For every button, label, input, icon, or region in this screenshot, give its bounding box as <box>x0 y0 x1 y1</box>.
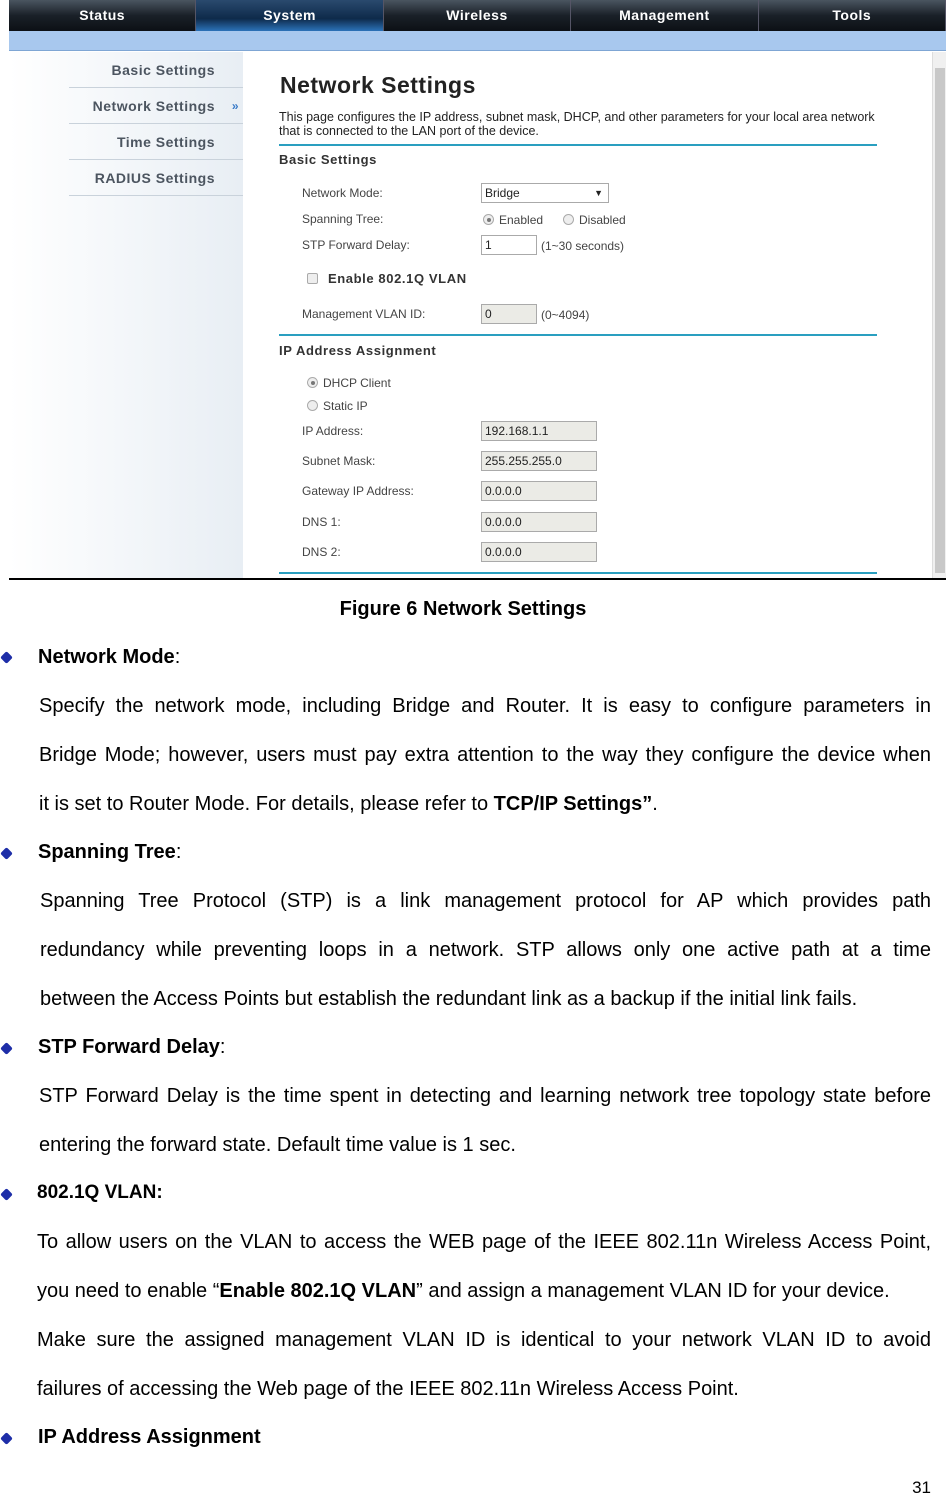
bullet-icon <box>0 651 13 664</box>
stp-forward-delay-input[interactable]: 1 <box>481 235 537 255</box>
colon: : <box>174 646 181 668</box>
radio-label: Enabled <box>499 213 544 227</box>
bullet-icon <box>0 1432 13 1445</box>
vlan-id-input[interactable]: 0 <box>481 304 537 324</box>
line: To allow users on the VLAN to access the WEB page of the IEEE 802.11n Wireless Access Point, <box>37 1231 931 1253</box>
text: it is set to Router Mode. For details, please refer to <box>39 793 494 815</box>
paragraph <box>39 792 658 816</box>
radio-label: Static IP <box>323 399 368 413</box>
sidebar <box>9 52 243 578</box>
spanning-tree-disabled-radio[interactable] <box>563 213 626 227</box>
dns1-input[interactable]: 0.0.0.0 <box>481 512 597 532</box>
paragraph: failures of accessing the Web page of the IEEE 802.11n Wireless Access Point. <box>37 1378 739 1400</box>
gateway-input[interactable]: 0.0.0.0 <box>481 481 597 501</box>
bullet-heading <box>38 1035 225 1059</box>
spanning-tree-label: Spanning Tree: <box>302 212 384 226</box>
sidebar-item-basic-settings[interactable] <box>69 52 243 88</box>
divider <box>279 144 877 146</box>
checkbox-label: Enable 802.1Q VLAN <box>328 271 467 286</box>
sidebar-label: Basic Settings <box>111 62 215 78</box>
bullet-heading <box>38 840 181 864</box>
ip-assignment-heading: IP Address Assignment <box>279 343 437 358</box>
paragraph: entering the forward state. Default time value is 1 sec. <box>39 1134 516 1156</box>
term: Spanning Tree <box>38 841 176 863</box>
stp-forward-delay-label: STP Forward Delay: <box>302 238 410 252</box>
nav-status[interactable]: Status <box>9 0 196 31</box>
term: STP Forward Delay <box>38 1036 220 1058</box>
dns1-label: DNS 1: <box>302 515 341 529</box>
colon: : <box>219 1036 226 1058</box>
ip-address-input[interactable]: 192.168.1.1 <box>481 421 597 441</box>
reference: TCP/IP Settings” <box>493 793 653 815</box>
bullet-icon <box>0 1188 13 1201</box>
paragraph <box>39 1084 931 1108</box>
nav-wireless[interactable]: Wireless <box>384 0 571 31</box>
figure-caption: Figure 6 Network Settings <box>339 598 587 620</box>
ip-address-label: IP Address: <box>302 424 364 438</box>
radio-selected-icon <box>307 377 318 388</box>
sidebar-label: Time Settings <box>116 134 215 150</box>
paragraph <box>39 743 931 767</box>
text: . <box>652 793 658 815</box>
bullet-heading: IP Address Assignment <box>38 1426 261 1448</box>
radio-icon <box>563 214 574 225</box>
bullet-icon <box>0 847 13 860</box>
paragraph <box>37 1279 890 1303</box>
term: Network Mode <box>38 646 175 668</box>
nav-management[interactable]: Management <box>571 0 758 31</box>
paragraph: between the Access Points but establish the redundant link as a backup if the initial link fails. <box>40 988 858 1010</box>
gateway-label: Gateway IP Address: <box>302 484 414 498</box>
bullet-heading <box>38 645 180 669</box>
nav-tools[interactable]: Tools <box>759 0 946 31</box>
text: you need to enable “ <box>37 1280 220 1302</box>
nav-system[interactable]: System <box>196 0 383 31</box>
scrollbar[interactable] <box>932 52 946 578</box>
basic-settings-heading: Basic Settings <box>279 152 377 167</box>
dns2-input[interactable]: 0.0.0.0 <box>481 542 597 562</box>
page-number: 31 <box>912 1478 931 1497</box>
sidebar-label: Network Settings <box>92 98 215 114</box>
line: Make sure the assigned management VLAN ID is identical to your network VLAN ID to avoid <box>37 1329 931 1351</box>
dhcp-client-radio[interactable] <box>307 376 391 390</box>
line: STP Forward Delay is the time spent in detecting and learning network tree topology state before <box>39 1085 931 1107</box>
sub-nav-strip <box>9 31 946 51</box>
radio-label: Disabled <box>579 213 626 227</box>
paragraph <box>40 938 931 962</box>
scrollbar-thumb[interactable] <box>935 68 945 573</box>
line: Specify the network mode, including Bridge and Router. It is easy to configure parameters in <box>39 695 931 717</box>
paragraph <box>39 694 931 718</box>
static-ip-radio[interactable] <box>307 399 368 413</box>
chevron-down-icon: ▼ <box>594 188 603 198</box>
radio-icon <box>307 400 318 411</box>
radio-label: DHCP Client <box>323 376 391 390</box>
sidebar-item-time-settings[interactable] <box>69 124 243 160</box>
subnet-mask-label: Subnet Mask: <box>302 454 376 468</box>
radio-selected-icon <box>483 214 494 225</box>
line: Spanning Tree Protocol (STP) is a link management protocol for AP which provides path <box>40 890 931 912</box>
enable-vlan-checkbox[interactable] <box>307 271 467 286</box>
divider <box>279 334 877 336</box>
line: redundancy while preventing loops in a network. STP allows only one active path at a time <box>40 939 931 961</box>
network-mode-label: Network Mode: <box>302 186 383 200</box>
main-content <box>279 52 879 578</box>
bullet-heading: 802.1Q VLAN: <box>37 1182 163 1203</box>
paragraph <box>40 889 931 913</box>
subnet-mask-input[interactable]: 255.255.255.0 <box>481 451 597 471</box>
active-arrow-icon: » <box>231 99 239 113</box>
spanning-tree-enabled-radio[interactable] <box>483 213 543 227</box>
line: Bridge Mode; however, users must pay extra attention to the way they configure the device when <box>39 744 931 766</box>
checkbox-icon <box>307 273 318 284</box>
sidebar-label: RADIUS Settings <box>94 170 215 186</box>
vlan-id-hint: (0~4094) <box>541 308 590 322</box>
sidebar-item-radius-settings[interactable] <box>69 160 243 196</box>
sidebar-item-network-settings[interactable] <box>69 88 243 124</box>
network-settings-screenshot <box>9 0 946 580</box>
top-nav <box>9 0 946 31</box>
network-mode-value: Bridge <box>485 186 520 200</box>
page-description: This page configures the IP address, subnet mask, DHCP, and other parameters for your local area network that is connected to the LAN port of the device. <box>279 110 875 138</box>
text: ” and assign a management VLAN ID for your device. <box>416 1280 890 1302</box>
term: Enable 802.1Q VLAN <box>219 1280 417 1302</box>
paragraph <box>37 1230 931 1254</box>
bullet-icon <box>0 1042 13 1055</box>
dns2-label: DNS 2: <box>302 545 341 559</box>
divider <box>279 572 877 574</box>
page-title: Network Settings <box>280 72 476 98</box>
network-mode-select[interactable] <box>481 183 609 203</box>
vlan-id-label: Management VLAN ID: <box>302 307 426 321</box>
colon: : <box>175 841 182 863</box>
paragraph <box>37 1328 931 1352</box>
stp-hint: (1~30 seconds) <box>541 239 625 253</box>
